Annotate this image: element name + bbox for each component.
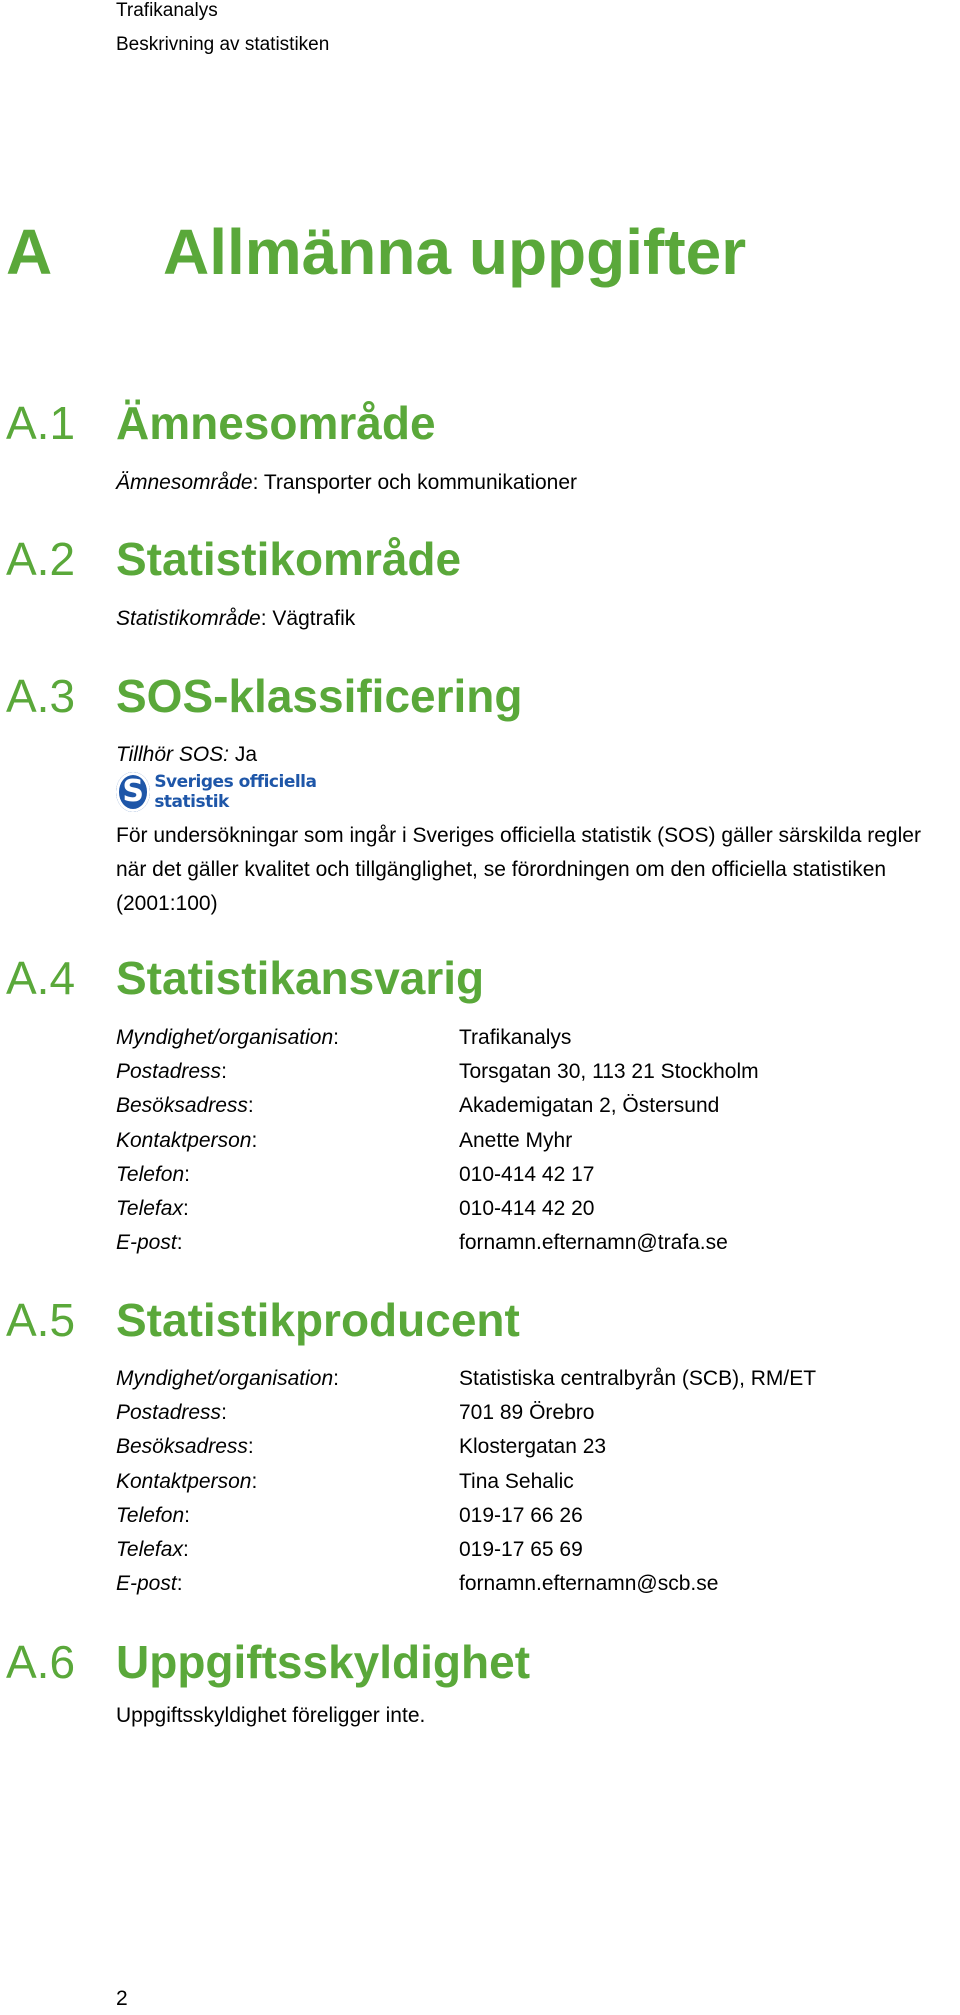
statistics-area-value: : Vägtrafik — [260, 607, 356, 630]
field-label: Telefon: — [116, 1504, 190, 1527]
field-value: 019-17 65 69 — [459, 1538, 583, 1561]
field-label-text: Kontaktperson — [116, 1129, 252, 1152]
header-doc-title: Beskrivning av statistiken — [116, 34, 330, 55]
field-label-text: Postadress — [116, 1401, 222, 1424]
field-label: Besöksadress: — [116, 1435, 254, 1458]
sos-membership-value: Ja — [229, 743, 258, 766]
sos-logo-text: Sveriges officiella statistik — [154, 772, 317, 812]
section-title-a5: Statistikproducent — [116, 1294, 520, 1346]
chapter-title: Allmänna uppgifter — [163, 216, 747, 288]
sos-membership-line — [116, 741, 257, 769]
section-number-a4: A.4 — [6, 952, 76, 1004]
field-label: Myndighet/organisation: — [116, 1367, 339, 1390]
field-label: Besöksadress: — [116, 1094, 254, 1117]
section-title-a4: Statistikansvarig — [116, 952, 485, 1004]
field-label: Kontaktperson: — [116, 1470, 258, 1493]
field-label-text: E-post — [116, 1231, 177, 1254]
section-number-a2: A.2 — [6, 533, 76, 585]
field-value: Akademigatan 2, Östersund — [459, 1094, 720, 1117]
field-value: Trafikanalys — [459, 1026, 572, 1049]
field-value: fornamn.efternamn@trafa.se — [459, 1231, 728, 1254]
field-value: 701 89 Örebro — [459, 1401, 595, 1424]
field-value: Anette Myhr — [459, 1129, 573, 1152]
field-label-text: Besöksadress — [116, 1094, 248, 1117]
sos-membership-label: Tillhör SOS: — [116, 743, 230, 766]
subject-area-label: Ämnesområde — [116, 471, 253, 494]
field-label: Kontaktperson: — [116, 1129, 258, 1152]
field-label-text: Postadress — [116, 1060, 222, 1083]
subject-area-line — [116, 469, 577, 497]
field-value: Klostergatan 23 — [459, 1435, 607, 1458]
field-label-text: E-post — [116, 1572, 177, 1595]
field-label: E-post: — [116, 1231, 183, 1254]
page-number: 2 — [116, 1987, 128, 2010]
sos-logo — [116, 771, 362, 813]
statistics-area-line — [116, 605, 355, 633]
section-number-a5: A.5 — [6, 1294, 76, 1346]
field-label: E-post: — [116, 1572, 183, 1595]
field-value: fornamn.efternamn@scb.se — [459, 1572, 719, 1595]
field-value: Torsgatan 30, 113 21 Stockholm — [459, 1060, 759, 1083]
subject-area-value: : Transporter och kommunikationer — [252, 471, 578, 494]
field-value: 010-414 42 17 — [459, 1163, 595, 1186]
chapter-number: A — [6, 216, 53, 288]
field-label: Postadress: — [116, 1060, 227, 1083]
field-value: Tina Sehalic — [459, 1470, 574, 1493]
field-label: Telefon: — [116, 1163, 190, 1186]
section-title-a6: Uppgiftsskyldighet — [116, 1636, 531, 1688]
sos-paragraph: För undersökningar som ingår i Sveriges officiella statistik (SOS) gäller särskilda regler när det gäller kvalitet och tillgänglighet, se förordningen om den officiella statistiken (2001:100) — [116, 824, 921, 915]
field-label: Telefax: — [116, 1538, 189, 1561]
field-label-text: Telefon — [116, 1504, 185, 1527]
field-label-text: Telefax — [116, 1538, 183, 1561]
field-label-text: Besöksadress — [116, 1435, 248, 1458]
field-label-text: Myndighet/organisation — [116, 1367, 334, 1390]
field-value: 010-414 42 20 — [459, 1197, 595, 1220]
field-value: 019-17 66 26 — [459, 1504, 583, 1527]
field-label: Postadress: — [116, 1401, 227, 1424]
field-label-text: Telefax — [116, 1197, 183, 1220]
section-number-a6: A.6 — [6, 1636, 76, 1688]
section-number-a3: A.3 — [6, 670, 76, 722]
field-label: Telefax: — [116, 1197, 189, 1220]
section-title-a3: SOS-klassificering — [116, 670, 523, 722]
field-label-text: Myndighet/organisation — [116, 1026, 334, 1049]
field-label-text: Telefon — [116, 1163, 185, 1186]
field-label-text: Kontaktperson — [116, 1470, 252, 1493]
sos-logo-icon: S — [116, 772, 150, 812]
section-title-a2: Statistikområde — [116, 533, 462, 585]
field-value: Statistiska centralbyrån (SCB), RM/ET — [459, 1367, 817, 1390]
section-number-a1: A.1 — [6, 397, 76, 449]
section-title-a1: Ämnesområde — [116, 397, 436, 449]
reporting-obligation-text: Uppgiftsskyldighet föreligger inte. — [116, 1704, 426, 1727]
header-org: Trafikanalys — [116, 0, 218, 21]
statistics-area-label: Statistikområde — [116, 607, 261, 630]
field-label: Myndighet/organisation: — [116, 1026, 339, 1049]
